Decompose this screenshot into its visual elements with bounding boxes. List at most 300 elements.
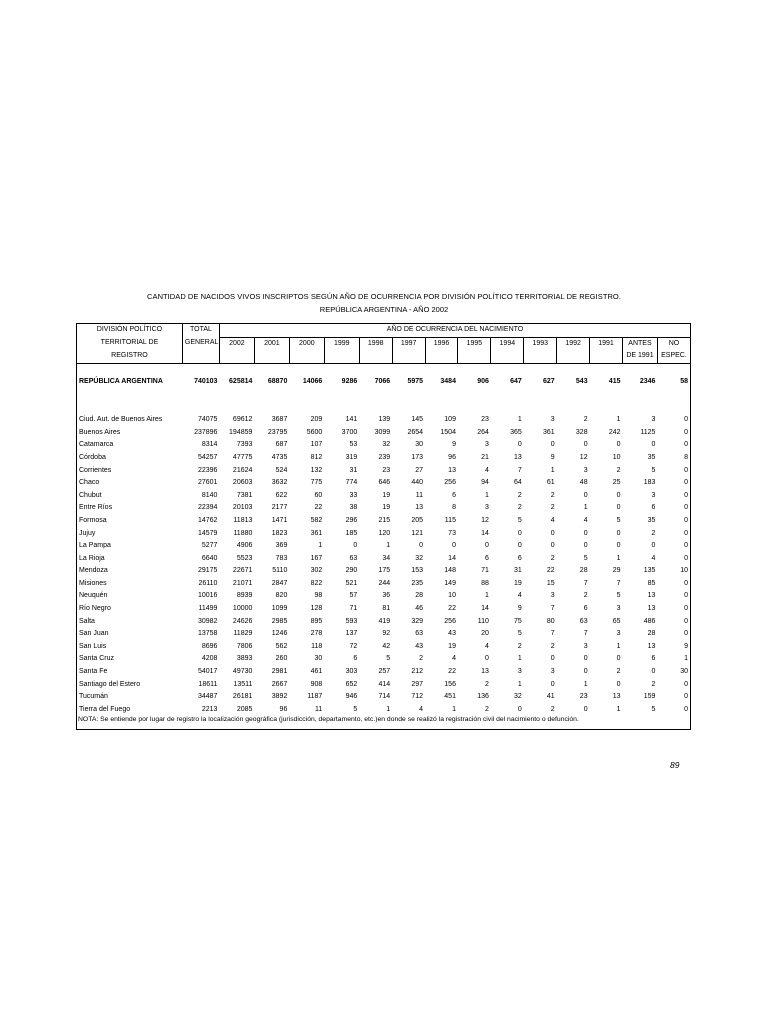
value-cell: 242 [608,428,621,436]
value-cell: 20603 [232,479,253,487]
value-cell: 5277 [201,542,218,550]
value-cell: 14579 [197,529,218,537]
value-cell: 264 [477,428,489,436]
spacer-cell [254,363,289,376]
value-cell: 4 [550,516,555,524]
value-cell: 622 [275,491,288,499]
value-cell: 12 [579,453,588,461]
value-cell: 1 [452,705,456,713]
value-cell: 8140 [201,491,218,499]
year-header: 1993 [524,337,557,350]
value-cell: 0 [583,529,588,537]
value-cell: 1 [318,542,323,550]
value-cell: 3 [517,668,522,676]
value-cell: 0 [353,542,358,550]
value-cell: 6640 [201,554,218,562]
spacer-cell [623,363,658,376]
value-cell: 8314 [201,441,218,449]
value-cell: 256 [444,479,456,487]
header-row-1 [77,324,691,338]
value-cell: 1 [657,653,690,666]
value-cell: 0 [657,540,690,553]
value-cell: 8 [452,504,456,512]
value-cell: 297 [411,680,424,688]
region-name: Buenos Aires [77,427,183,440]
value-cell: 0 [583,542,588,550]
value-cell: 7066 [374,378,391,386]
value-cell: 646 [378,479,391,487]
value-cell: 365 [510,428,522,436]
value-cell: 149 [444,579,456,587]
value-cell: 0 [517,529,522,537]
value-cell: 156 [444,680,456,688]
value-cell: 94 [481,479,489,487]
value-cell: 3 [651,416,656,424]
value-cell: 3099 [374,428,391,436]
value-cell: 0 [657,414,690,427]
value-cell: 687 [275,441,288,449]
value-cell: 73 [448,529,456,537]
value-cell: 6 [651,504,656,512]
value-cell: 183 [643,479,656,487]
value-cell: 21071 [232,579,253,587]
spacer-cell [657,402,690,415]
value-cell: 72 [349,642,358,650]
division-header-l2: TERRITORIAL DE [77,337,183,350]
spacer-row [77,363,691,376]
value-cell: 906 [477,378,489,386]
region-name: Santiago del Estero [77,679,183,692]
table-row [77,628,691,641]
value-cell: 30 [415,441,424,449]
value-cell: 3 [583,466,588,474]
value-cell: 0 [550,680,555,688]
value-cell: 26181 [232,693,253,701]
spacer-cell [623,402,658,415]
value-cell: 65 [612,617,621,625]
year-header: 2001 [254,337,289,350]
value-cell: 820 [275,592,288,600]
year-header: 1995 [458,337,491,350]
value-cell: 145 [411,416,424,424]
spacer-cell [458,363,491,376]
value-cell: 4 [651,554,656,562]
value-cell: 328 [575,428,588,436]
spacer-cell [623,389,658,402]
value-cell: 239 [378,453,391,461]
region-name: Misiones [77,578,183,591]
value-cell: 28 [415,592,424,600]
value-cell: 0 [616,491,621,499]
value-cell: 9 [657,641,690,654]
value-cell: 2 [484,680,489,688]
year-header-blank [524,350,557,363]
spacer-cell [657,363,690,376]
spacer-cell [425,363,458,376]
value-cell: 92 [382,630,391,638]
region-name: Formosa [77,515,183,528]
value-cell: 49730 [232,668,253,676]
year-header: 1999 [324,337,359,350]
value-cell: 0 [657,578,690,591]
value-cell: 0 [657,490,690,503]
value-cell: 2 [616,668,621,676]
value-cell: 2 [550,504,555,512]
value-cell: 13 [415,504,424,512]
value-cell: 0 [657,679,690,692]
value-cell: 0 [657,691,690,704]
value-cell: 3 [484,441,489,449]
value-cell: 647 [510,378,522,386]
value-cell: 0 [517,542,522,550]
value-cell: 0 [657,628,690,641]
value-cell: 2981 [271,668,288,676]
value-cell: 215 [378,516,391,524]
value-cell: 1 [517,655,522,663]
year-header: 1997 [392,337,425,350]
division-header: DIVISIÓN POLÍTICO [77,324,183,338]
region-name: Entre Ríos [77,502,183,515]
value-cell: 128 [310,605,323,613]
value-cell: 6 [583,605,588,613]
spacer-cell [254,389,289,402]
value-cell: 212 [411,668,424,676]
value-cell: 8696 [201,642,218,650]
value-cell: 21 [481,453,489,461]
value-cell: 1 [616,554,621,562]
value-cell: 2177 [271,504,288,512]
value-cell: 6 [353,655,358,663]
year-header-blank [324,350,359,363]
value-cell: 139 [378,416,391,424]
value-cell: 153 [411,567,424,575]
value-cell: 303 [345,668,358,676]
value-cell: 24626 [232,617,253,625]
year-header: 1994 [491,337,524,350]
value-cell: 28 [647,630,656,638]
value-cell: 25 [612,479,621,487]
spacer-cell [425,389,458,402]
spacer-cell [324,389,359,402]
value-cell: 48 [579,479,588,487]
value-cell: 32 [513,693,522,701]
value-cell: 5523 [236,554,253,562]
value-cell: 35 [647,453,656,461]
value-cell: 31 [513,567,522,575]
spacer-cell [254,402,289,415]
value-cell: 0 [616,504,621,512]
value-cell: 1246 [271,630,288,638]
value-cell: 74075 [197,416,218,424]
value-cell: 175 [378,567,391,575]
value-cell: 895 [310,617,323,625]
value-cell: 290 [345,567,358,575]
value-cell: 46 [415,605,424,613]
value-cell: 0 [657,439,690,452]
value-cell: 43 [448,630,456,638]
value-cell: 96 [279,705,288,713]
spacer-cell [182,363,219,376]
value-cell: 1099 [271,605,288,613]
value-cell: 36 [382,592,391,600]
value-cell: 0 [657,477,690,490]
value-cell: 451 [444,693,456,701]
value-cell: 0 [484,542,489,550]
value-cell: 21624 [232,466,253,474]
value-cell: 13 [513,453,522,461]
value-cell: 1 [616,642,621,650]
value-cell: 3 [550,592,555,600]
region-name: La Pampa [77,540,183,553]
value-cell: 2 [550,642,555,650]
value-cell: 1823 [271,529,288,537]
value-cell: 2985 [271,617,288,625]
spacer-cell [590,363,623,376]
value-cell: 135 [643,567,656,575]
value-cell: 3 [484,504,489,512]
value-cell: 60 [314,491,323,499]
value-cell: 18611 [198,680,218,688]
value-cell: 1 [517,416,522,424]
table-row [77,528,691,541]
table-row [77,540,691,553]
value-cell: 0 [550,542,555,550]
value-cell: 6 [517,554,522,562]
spacer-cell [359,389,392,402]
value-cell: 4 [484,466,489,474]
value-cell: 7381 [236,491,253,499]
value-cell: 71 [481,567,489,575]
spacer-cell [524,389,557,402]
year-group-header: AÑO DE OCURRENCIA DEL NACIMIENTO [219,324,690,338]
value-cell: 0 [657,465,690,478]
value-cell: 822 [310,579,323,587]
value-cell: 278 [310,630,323,638]
table-row [77,515,691,528]
value-cell: 54017 [197,668,218,676]
value-cell: 7393 [236,441,253,449]
table-row [77,565,691,578]
value-cell: 712 [411,693,424,701]
spacer-cell [458,389,491,402]
value-cell: 19 [448,642,456,650]
value-cell: 3 [583,642,588,650]
value-cell: 1 [484,491,489,499]
value-cell: 13 [612,693,621,701]
value-cell: 110 [477,617,489,625]
value-cell: 96 [448,453,456,461]
value-cell: 10016 [197,592,218,600]
value-cell: 0 [583,668,588,676]
value-cell: 0 [550,441,555,449]
value-cell: 136 [477,693,489,701]
value-cell: 3632 [271,479,288,487]
value-cell: 812 [310,453,323,461]
value-cell: 22 [448,605,456,613]
value-cell: 7 [517,466,522,474]
value-cell: 27601 [197,479,218,487]
value-cell: 75 [513,617,522,625]
region-name: Santa Cruz [77,653,183,666]
value-cell: 237896 [194,428,218,436]
value-cell: 1 [583,504,588,512]
value-cell: 740103 [194,378,218,386]
value-cell: 63 [415,630,424,638]
spacer-cell [491,363,524,376]
value-cell: 3 [616,630,621,638]
value-cell: 20103 [232,504,253,512]
value-cell: 7 [550,630,555,638]
table-row [77,616,691,629]
value-cell: 29175 [197,567,218,575]
births-table [76,323,691,730]
value-cell: 22 [448,668,456,676]
value-cell: 19 [513,579,522,587]
value-cell: 0 [657,515,690,528]
value-cell: 115 [444,516,456,524]
spacer-cell [324,363,359,376]
value-cell: 946 [345,693,358,701]
value-cell: 23795 [267,428,288,436]
value-cell: 194859 [229,428,253,436]
region-name: Mendoza [77,565,183,578]
table-row [77,653,691,666]
value-cell: 28 [579,567,588,575]
year-header: 1998 [359,337,392,350]
value-cell: 1 [484,592,489,600]
value-cell: 148 [444,567,456,575]
value-cell: 68870 [267,378,288,386]
spacer-cell [557,402,590,415]
region-name: Chaco [77,477,183,490]
no-espec-header-l2: ESPEC. [657,350,690,363]
value-cell: 14762 [197,516,218,524]
value-cell: 2 [651,529,656,537]
value-cell: 593 [345,617,358,625]
value-cell: 19 [382,504,391,512]
value-cell: 361 [543,428,555,436]
spacer-cell [557,363,590,376]
value-cell: 11 [315,705,323,713]
region-name: Salta [77,616,183,629]
value-cell: 8939 [236,592,253,600]
table-row [77,666,691,679]
spacer-row [77,389,691,402]
value-cell: 521 [345,579,358,587]
value-cell: 22 [546,567,555,575]
value-cell: 3 [550,668,555,676]
year-header-blank [557,350,590,363]
value-cell: 88 [481,579,489,587]
spacer-cell [182,389,219,402]
value-cell: 2 [484,705,489,713]
value-cell: 5975 [407,378,424,386]
value-cell: 15 [546,579,555,587]
value-cell: 30 [314,655,323,663]
header-row-3 [77,350,691,363]
spacer-cell [425,402,458,415]
value-cell: 5 [616,516,621,524]
value-cell: 2213 [201,705,218,713]
value-cell: 185 [345,529,358,537]
value-cell: 361 [310,529,323,537]
value-cell: 13758 [197,630,218,638]
value-cell: 3700 [341,428,358,436]
value-cell: 13 [647,605,656,613]
value-cell: 0 [651,542,656,550]
value-cell: 5110 [272,567,288,575]
value-cell: 0 [419,542,424,550]
value-cell: 64 [513,479,522,487]
table-row [77,477,691,490]
value-cell: 14 [481,605,489,613]
value-cell: 13 [448,466,456,474]
value-cell: 2847 [271,579,288,587]
region-name: Jujuy [77,528,183,541]
value-cell: 11499 [198,605,218,613]
value-cell: 0 [616,655,621,663]
spacer-cell [359,402,392,415]
value-cell: 3484 [440,378,456,386]
value-cell: 98 [314,592,323,600]
value-cell: 2346 [639,378,656,386]
value-cell: 0 [657,502,690,515]
footnote: NOTA: Se entiende por lugar de registro la localización geográfica (jurisdicción, departamento, etc.)en donde se realizó la registración civil del nacimiento o defunción. [78,716,579,723]
year-header-blank [425,350,458,363]
value-cell: 107 [310,441,323,449]
value-cell: 5 [517,630,522,638]
value-cell: 5 [583,554,588,562]
spacer-cell [77,402,183,415]
value-cell: 5600 [306,428,323,436]
value-cell: 5 [651,705,656,713]
value-cell: 57 [349,592,358,600]
region-name: San Luis [77,641,183,654]
value-cell: 369 [275,542,288,550]
year-header-blank [590,350,623,363]
value-cell: 0 [657,704,690,717]
value-cell: 302 [310,567,323,575]
spacer-cell [359,363,392,376]
value-cell: 137 [345,630,358,638]
value-cell: 81 [382,605,391,613]
value-cell: 319 [345,453,358,461]
value-cell: 461 [310,668,323,676]
value-cell: 0 [651,441,656,449]
spacer-cell [77,363,183,376]
spacer-cell [557,389,590,402]
region-name: Santa Fe [77,666,183,679]
value-cell: 12 [481,516,489,524]
value-cell: 0 [583,655,588,663]
value-cell: 0 [550,529,555,537]
value-cell: 1 [583,680,588,688]
value-cell: 7 [583,630,588,638]
spacer-cell [324,402,359,415]
value-cell: 5 [353,705,358,713]
value-cell: 7 [583,579,588,587]
table-subtitle: REPÚBLICA ARGENTINA - AÑO 2002 [319,305,449,314]
spacer-cell [289,389,324,402]
spacer-cell [458,402,491,415]
table-row [77,691,691,704]
spacer-cell [623,716,658,729]
value-cell: 7806 [236,642,253,650]
spacer-cell [491,389,524,402]
value-cell: 5 [651,466,656,474]
value-cell: 121 [411,529,424,537]
spacer-cell [289,402,324,415]
